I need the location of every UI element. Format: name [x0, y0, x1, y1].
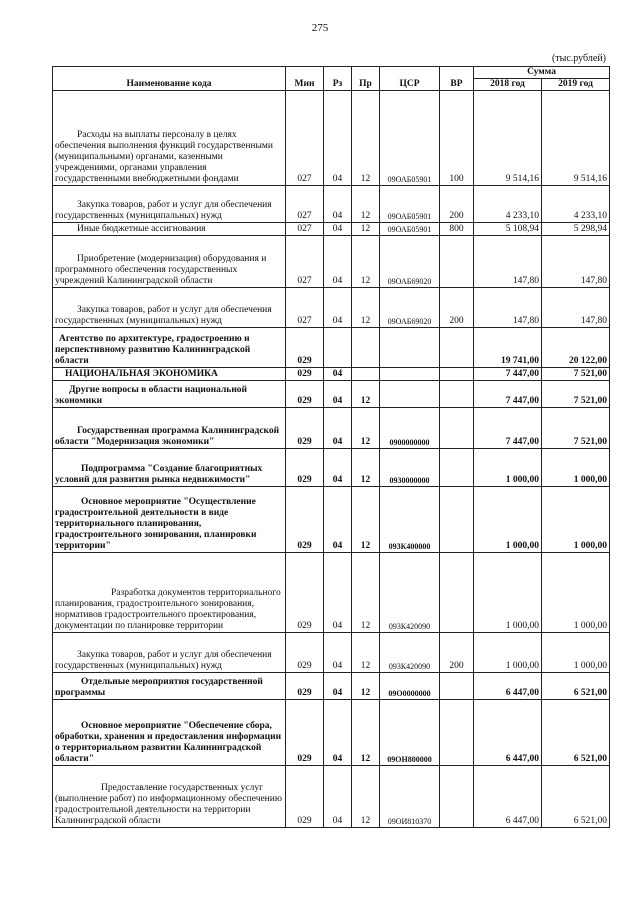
row-2019: 147,80: [542, 288, 610, 328]
row-min: 029: [286, 633, 324, 673]
row-name: Основное мероприятие "Осуществление градостроительной деятельности в виде территориального планирования, градостроительного зонирования, планировки территории": [55, 497, 257, 551]
row-pr: 12: [352, 673, 380, 700]
row-pr: [352, 328, 380, 368]
row-name: Закупка товаров, работ и услуг для обеспечения государственных (муниципальных) нужд: [55, 305, 272, 326]
row-2019: 9 514,16: [542, 91, 610, 186]
row-2018: 6 447,00: [474, 766, 542, 828]
row-csr: 0900000000: [380, 408, 440, 449]
row-pr: 12: [352, 186, 380, 223]
row-pr: 12: [352, 487, 380, 553]
budget-table: [52, 66, 610, 828]
row-name: НАЦИОНАЛЬНАЯ ЭКОНОМИКА: [65, 369, 218, 379]
row-rz: 04: [324, 368, 352, 381]
row-csr: 09ОАБ05901: [380, 91, 440, 186]
row-pr: 12: [352, 381, 380, 408]
row-pr: 12: [352, 449, 380, 487]
row-pr: 12: [352, 700, 380, 766]
table-row: [53, 449, 610, 487]
row-name: Закупка товаров, работ и услуг для обеспечения государственных (муниципальных) нужд: [55, 650, 272, 671]
row-vr: [440, 449, 474, 487]
row-vr: [440, 381, 474, 408]
row-2018: 9 514,16: [474, 91, 542, 186]
row-pr: 12: [352, 91, 380, 186]
row-csr: 0930000000: [380, 449, 440, 487]
header-pr: Пр: [352, 67, 380, 91]
row-csr: 09О0000000: [380, 673, 440, 700]
row-csr: [380, 381, 440, 408]
row-2018: 1 000,00: [474, 487, 542, 553]
row-2019: 5 298,94: [542, 223, 610, 236]
row-name: Закупка товаров, работ и услуг для обеспечения государственных (муниципальных) нужд: [55, 200, 272, 221]
row-name: Разработка документов территориального планирования, градостроительного зонирования, нормативов градостроительного проектирования, документации по планировке территории: [55, 588, 281, 631]
table-row: [53, 381, 610, 408]
table-row: [53, 328, 610, 368]
row-2019: 6 521,00: [542, 766, 610, 828]
row-min: 029: [286, 766, 324, 828]
row-2019: 6 521,00: [542, 700, 610, 766]
row-2019: 4 233,10: [542, 186, 610, 223]
row-2018: 7 447,00: [474, 408, 542, 449]
table-row: [53, 368, 610, 381]
row-vr: [440, 487, 474, 553]
row-vr: 200: [440, 288, 474, 328]
row-name: Подпрограмма "Создание благоприятных условий для развития рынка недвижимости": [55, 464, 263, 485]
row-vr: [440, 328, 474, 368]
row-name: Иные бюджетные ассигнования: [77, 224, 206, 234]
row-name: Приобретение (модернизация) оборудования и программного обеспечения государственных учреждений Калининградской области: [55, 254, 267, 286]
row-2019: 147,80: [542, 236, 610, 288]
row-min: 029: [286, 381, 324, 408]
row-2019: 1 000,00: [542, 633, 610, 673]
row-name: Расходы на выплаты персоналу в целях обеспечения выполнения функций государственными (муниципальными) органами, казенными учреждениями, органами управления государственными внебюджетными фондами: [55, 130, 273, 184]
row-name: Агентство по архитектуре, градостроению и перспективному развитию Калининградской области: [55, 334, 251, 366]
row-vr: 200: [440, 633, 474, 673]
header-2018: 2018 год: [474, 79, 542, 91]
row-pr: 12: [352, 766, 380, 828]
row-2018: 4 233,10: [474, 186, 542, 223]
table-row: [53, 700, 610, 766]
row-2018: 5 108,94: [474, 223, 542, 236]
row-vr: [440, 673, 474, 700]
row-rz: 04: [324, 186, 352, 223]
table-row: [53, 673, 610, 700]
row-rz: 04: [324, 766, 352, 828]
row-pr: 12: [352, 223, 380, 236]
row-csr: 09ОН800000: [380, 700, 440, 766]
table-row: [53, 487, 610, 553]
table-row: [53, 186, 610, 223]
row-pr: 12: [352, 236, 380, 288]
row-name: Основное мероприятие "Обеспечение сбора, обработки, хранения и предоставления информации о территориальном развитии Калининградской области": [55, 721, 282, 764]
row-min: 029: [286, 673, 324, 700]
row-name: Государственная программа Калининградской области "Модернизация экономики": [55, 426, 280, 447]
row-pr: 12: [352, 288, 380, 328]
row-rz: 04: [324, 223, 352, 236]
row-2018: 1 000,00: [474, 633, 542, 673]
row-min: 027: [286, 91, 324, 186]
row-2018: 147,80: [474, 236, 542, 288]
row-min: 029: [286, 449, 324, 487]
row-name: Другие вопросы в области национальной экономики: [55, 385, 248, 406]
row-2018: 1 000,00: [474, 553, 542, 633]
units-label: (тыс.рублей): [551, 53, 606, 64]
row-rz: 04: [324, 673, 352, 700]
row-rz: 04: [324, 236, 352, 288]
row-2019: 6 521,00: [542, 673, 610, 700]
table-row: [53, 553, 610, 633]
row-csr: 093К420090: [380, 553, 440, 633]
row-rz: 04: [324, 487, 352, 553]
row-pr: [352, 368, 380, 381]
row-vr: [440, 553, 474, 633]
row-name: Отдельные мероприятия государственной программы: [55, 677, 263, 698]
row-2018: 19 741,00: [474, 328, 542, 368]
row-vr: 200: [440, 186, 474, 223]
row-csr: 09ОАБ05901: [380, 186, 440, 223]
row-rz: 04: [324, 288, 352, 328]
row-min: 029: [286, 408, 324, 449]
row-csr: 09ОАБ69020: [380, 288, 440, 328]
row-min: 027: [286, 186, 324, 223]
row-vr: [440, 700, 474, 766]
row-vr: 100: [440, 91, 474, 186]
row-vr: [440, 368, 474, 381]
row-csr: [380, 368, 440, 381]
row-2019: 7 521,00: [542, 381, 610, 408]
row-min: 029: [286, 368, 324, 381]
row-pr: 12: [352, 553, 380, 633]
row-2018: 6 447,00: [474, 700, 542, 766]
row-2019: 1 000,00: [542, 487, 610, 553]
row-2018: 147,80: [474, 288, 542, 328]
row-pr: 12: [352, 408, 380, 449]
row-csr: 093К400000: [380, 487, 440, 553]
row-vr: 800: [440, 223, 474, 236]
row-min: 027: [286, 288, 324, 328]
row-2019: 1 000,00: [542, 553, 610, 633]
table-row: [53, 408, 610, 449]
header-vr: ВР: [440, 67, 474, 91]
row-rz: 04: [324, 700, 352, 766]
row-2019: 1 000,00: [542, 449, 610, 487]
row-2018: 6 447,00: [474, 673, 542, 700]
row-pr: 12: [352, 633, 380, 673]
row-csr: [380, 328, 440, 368]
row-rz: 04: [324, 381, 352, 408]
header-csr: ЦСР: [380, 67, 440, 91]
row-min: 029: [286, 700, 324, 766]
row-min: 029: [286, 553, 324, 633]
row-rz: 04: [324, 633, 352, 673]
row-vr: [440, 766, 474, 828]
header-min: Мин: [286, 67, 324, 91]
row-name: Предоставление государственных услуг (выполнение работ) по информационному обеспечению градостроительной деятельности на территории Калининградской области: [55, 783, 282, 826]
header-2019: 2019 год: [542, 79, 610, 91]
table-row: [53, 633, 610, 673]
row-rz: 04: [324, 449, 352, 487]
row-min: 029: [286, 487, 324, 553]
page-number: 275: [311, 22, 329, 34]
row-2019: 20 122,00: [542, 328, 610, 368]
row-rz: 04: [324, 553, 352, 633]
row-min: 027: [286, 223, 324, 236]
row-2018: 7 447,00: [474, 381, 542, 408]
row-2018: 1 000,00: [474, 449, 542, 487]
row-2019: 7 521,00: [542, 368, 610, 381]
table-row: [53, 288, 610, 328]
table-row: [53, 766, 610, 828]
row-rz: [324, 328, 352, 368]
row-csr: 09ОАБ05901: [380, 223, 440, 236]
table-row: [53, 91, 610, 186]
table-row: [53, 223, 610, 236]
row-rz: 04: [324, 91, 352, 186]
row-csr: 09ОИ810370: [380, 766, 440, 828]
row-2019: 7 521,00: [542, 408, 610, 449]
row-2018: 7 447,00: [474, 368, 542, 381]
header-rz: Рз: [324, 67, 352, 91]
row-min: 027: [286, 236, 324, 288]
row-csr: 09ОАБ69020: [380, 236, 440, 288]
table-row: [53, 236, 610, 288]
header-name: Наименование кода: [53, 67, 286, 91]
row-vr: [440, 236, 474, 288]
row-rz: 04: [324, 408, 352, 449]
header-sum: Сумма: [474, 67, 610, 79]
row-min: 029: [286, 328, 324, 368]
row-vr: [440, 408, 474, 449]
row-csr: 093К420090: [380, 633, 440, 673]
